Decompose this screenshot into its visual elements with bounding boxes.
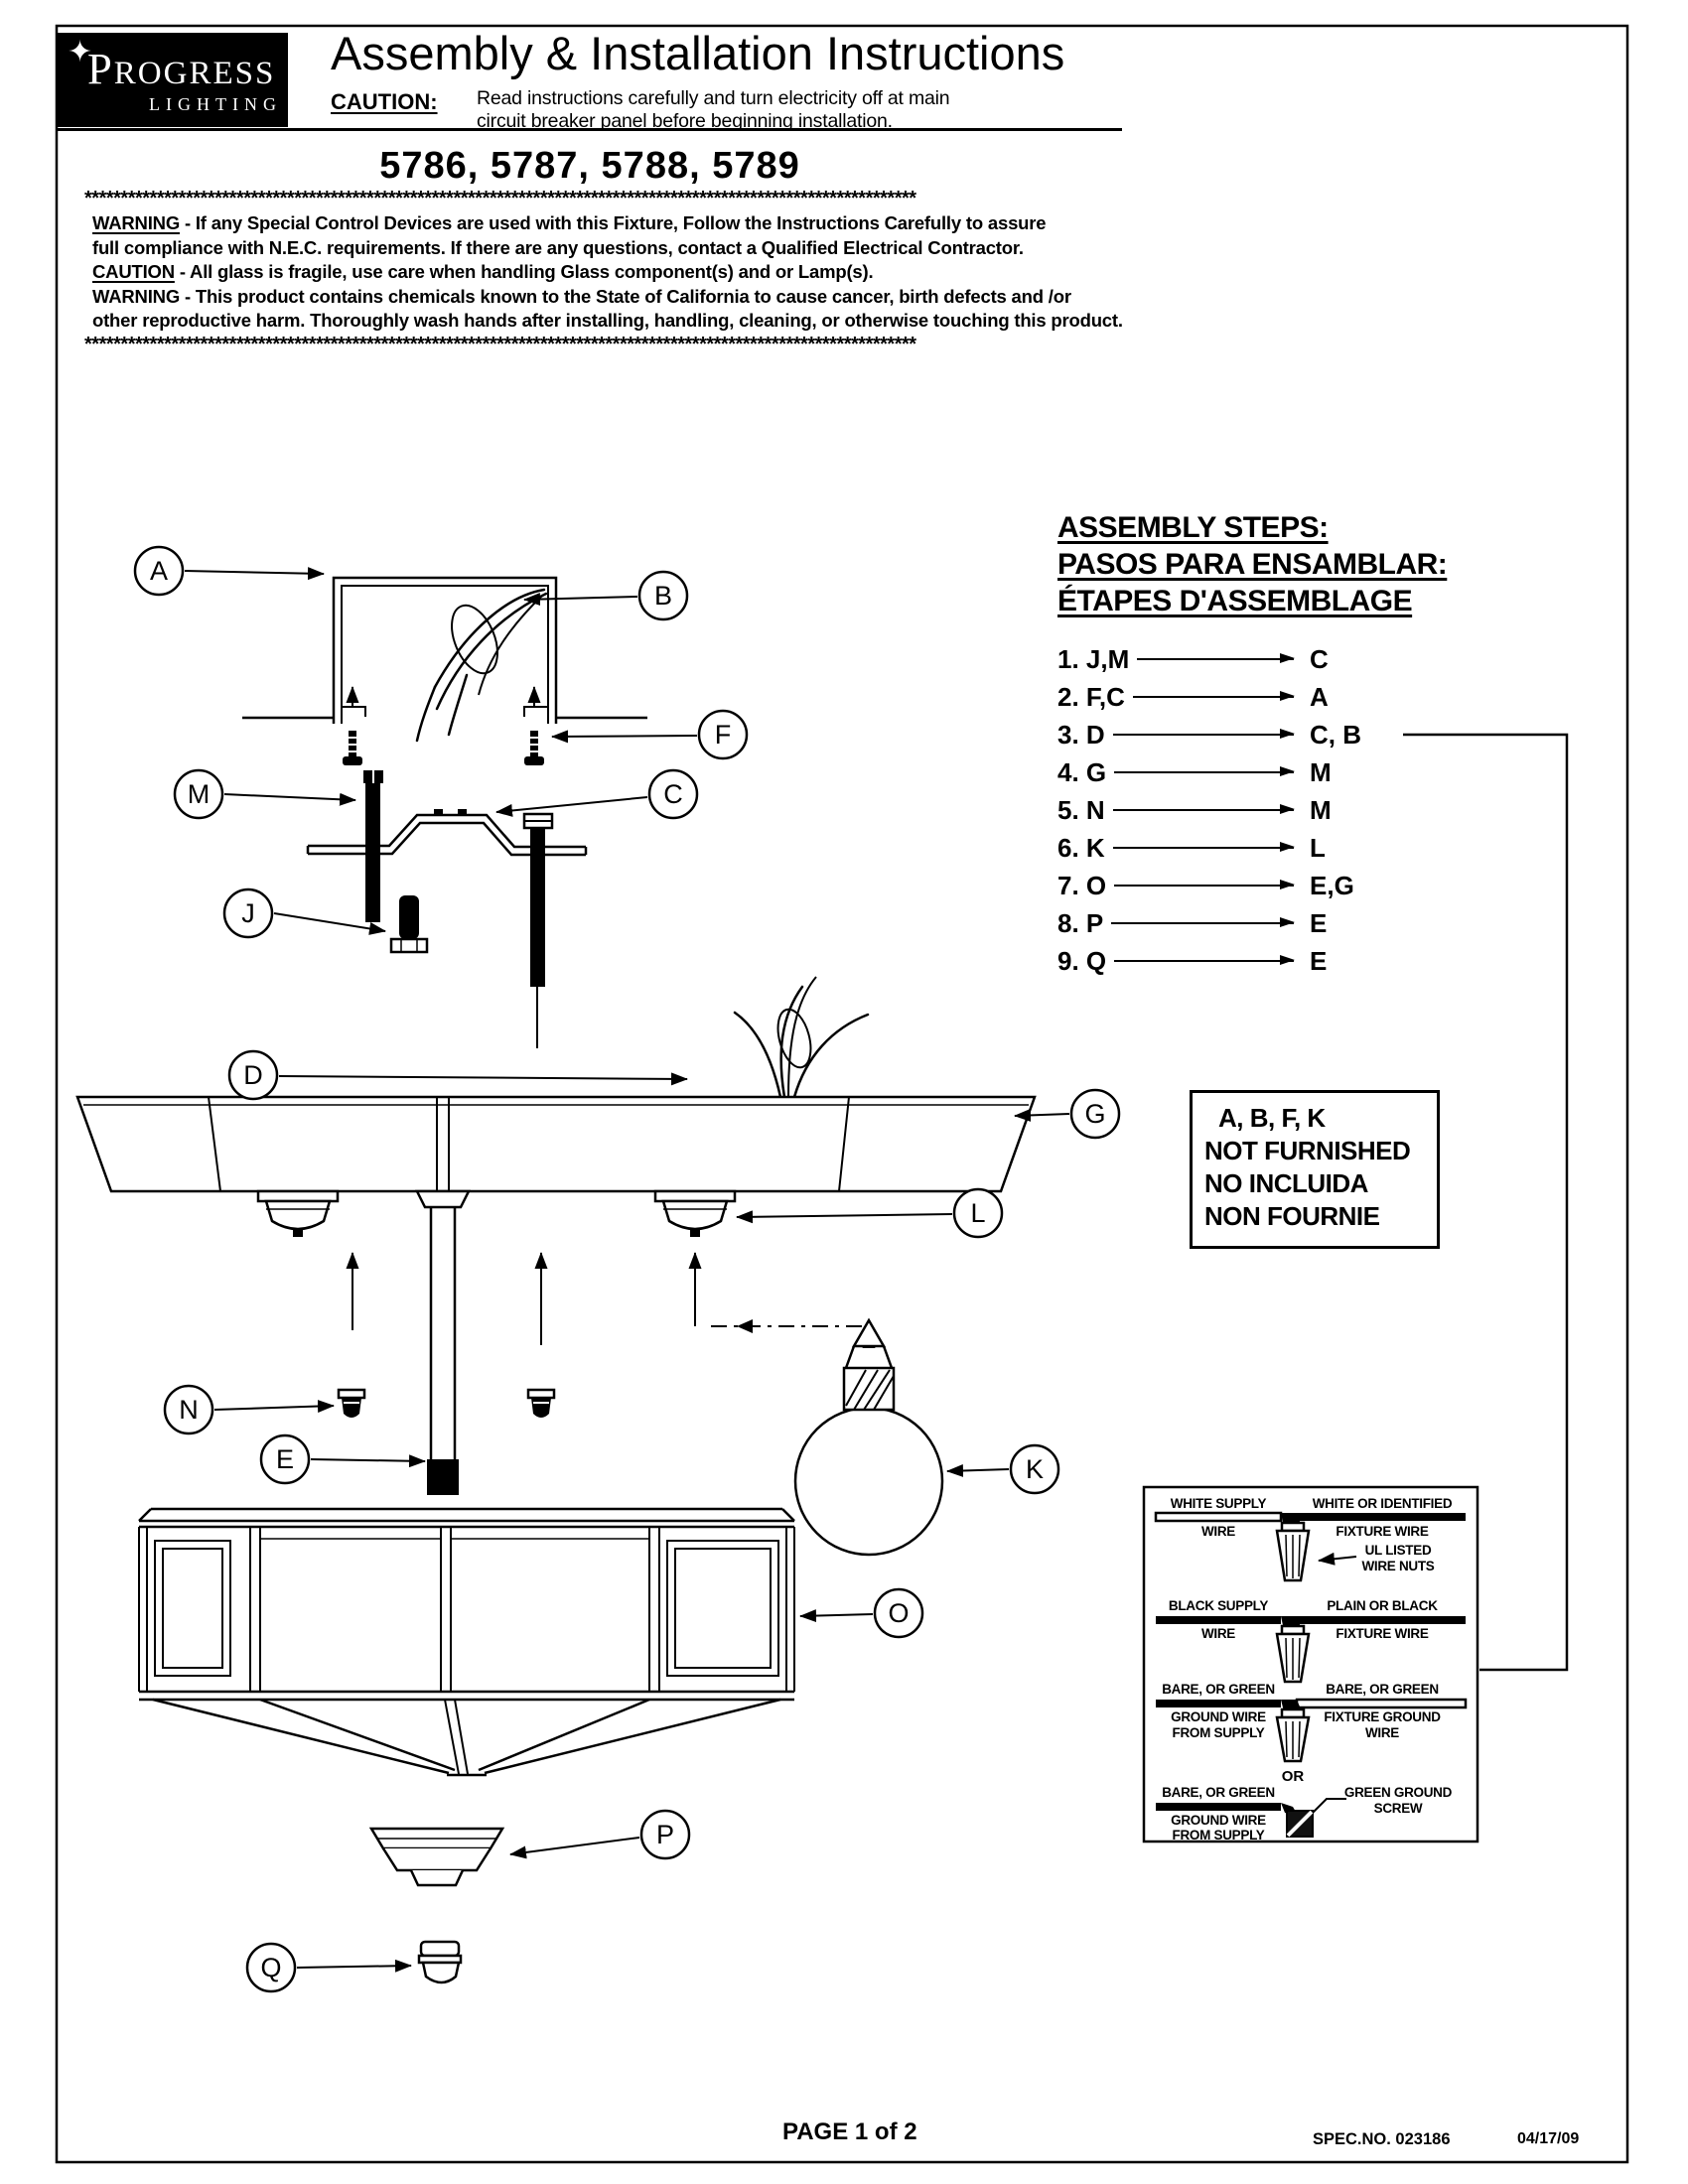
caution-label: CAUTION: <box>331 89 438 114</box>
caution-line: CAUTION - All glass is fragile, use care when handling Glass component(s) and or Lamp(s). <box>92 261 874 282</box>
wiring-label: BLACK SUPPLY <box>1168 1598 1269 1613</box>
assembly-title-es: PASOS PARA ENSAMBLAR: <box>1057 548 1448 581</box>
wiring-label: WHITE OR IDENTIFIED <box>1312 1496 1453 1511</box>
assembly-direction-arrows <box>352 1253 541 1345</box>
wiring-label: PLAIN OR BLACK <box>1327 1598 1438 1613</box>
step-arrow <box>1113 734 1294 736</box>
assembly-step: 6. K L <box>1057 832 1326 863</box>
page-number: PAGE 1 of 2 <box>782 2118 917 2145</box>
spec-number: SPEC.NO. 023186 <box>1313 2130 1451 2148</box>
callout-m <box>175 770 355 818</box>
callout-d <box>229 1051 687 1099</box>
callout-l <box>737 1189 1002 1237</box>
wiring-label: FIXTURE WIRE <box>1336 1524 1429 1539</box>
svg-text:B: B <box>653 581 673 611</box>
progress-lighting-logo <box>58 33 288 127</box>
svg-text:C: C <box>663 779 683 809</box>
step-arrow <box>1133 696 1294 698</box>
wiring-label: GROUND WIRE <box>1171 1709 1266 1724</box>
glass-shade <box>139 1509 794 1775</box>
cap-nut-left <box>339 1390 364 1418</box>
callout-p <box>510 1811 689 1858</box>
callout-e <box>261 1435 425 1483</box>
wire-nut-note: UL LISTED <box>1364 1543 1432 1558</box>
svg-text:N: N <box>179 1395 199 1425</box>
assembly-step: 3. D C, B <box>1057 719 1361 750</box>
warning-line: other reproductive harm. Thoroughly wash hands after installing, handling, cleaning, or otherwise touching this product. <box>92 310 1123 331</box>
ground-screw-note: GREEN GROUND <box>1343 1785 1453 1800</box>
finial <box>419 1942 461 1982</box>
wiring-label: BARE, OR GREEN <box>1162 1785 1275 1800</box>
logo-sub-text: LIGHTING <box>149 94 282 114</box>
bottom-dish <box>371 1829 502 1885</box>
callout-j <box>224 889 385 937</box>
assembly-step: 4. G M <box>1057 756 1332 787</box>
wiring-label: WHITE SUPPLY <box>1170 1496 1267 1511</box>
logo-brand-text: PROGRESS <box>87 44 276 93</box>
wiring-label: FROM SUPPLY <box>1172 1725 1265 1740</box>
callout-k <box>947 1445 1058 1493</box>
cap-nut-right <box>528 1390 554 1418</box>
model-numbers: 5786, 5787, 5788, 5789 <box>379 145 800 187</box>
svg-text:D: D <box>243 1060 263 1090</box>
warning-line: WARNING - If any Special Control Devices are used with this Fixture, Follow the Instructions Carefully to assure <box>92 212 1047 233</box>
star-divider: ******************************************************************************************************************* <box>84 188 916 209</box>
svg-text:A: A <box>149 556 169 586</box>
step-arrow <box>1113 847 1294 849</box>
threaded-rod-left <box>363 770 383 922</box>
wiring-label: FROM SUPPLY <box>1172 1828 1265 1843</box>
light-bulb <box>795 1320 942 1555</box>
caution-line: Read instructions carefully and turn electricity off at main <box>477 87 950 109</box>
callout-q <box>247 1944 411 1991</box>
wiring-label: WIRE <box>1200 1524 1236 1539</box>
star-divider: ******************************************************************************************************************* <box>84 333 916 355</box>
warning-notice-block <box>84 188 1123 357</box>
assembly-step: 1. J,M C <box>1057 643 1329 674</box>
wire-nut-note: WIRE NUTS <box>1361 1559 1435 1573</box>
threaded-rod-right <box>524 814 552 1048</box>
page-title: Assembly & Installation Instructions <box>331 27 1065 79</box>
warning-line: WARNING - This product contains chemicals known to the State of California to cause cancer, birth defects and /or <box>92 285 1071 307</box>
svg-text:F: F <box>714 720 732 750</box>
svg-text:Q: Q <box>260 1953 282 1982</box>
lock-nut-part <box>391 895 427 952</box>
svg-text:P: P <box>655 1820 675 1849</box>
assembly-steps-list <box>1057 640 1387 980</box>
header-divider <box>58 128 1122 131</box>
step-arrow <box>1111 922 1294 924</box>
wiring-diagram-box <box>1144 1487 1477 1843</box>
step-arrow <box>1114 771 1294 773</box>
caution-text <box>477 87 949 133</box>
pan-wires <box>735 977 868 1097</box>
wiring-label: WIRE <box>1200 1626 1236 1641</box>
stem-tube <box>417 1191 469 1495</box>
svg-text:E: E <box>275 1444 295 1474</box>
sparkle-icon: ✦ <box>68 36 93 68</box>
step-arrow <box>1113 809 1294 811</box>
svg-text:O: O <box>888 1598 910 1628</box>
step-arrow <box>1137 658 1294 660</box>
not-furnished-box <box>1190 1090 1440 1249</box>
callout-c <box>496 770 697 818</box>
callout-n <box>165 1386 334 1433</box>
step-arrow <box>1114 885 1294 887</box>
junction-box <box>242 578 647 724</box>
assembly-title-en: ASSEMBLY STEPS: <box>1057 511 1329 544</box>
assembly-title-fr: ÉTAPES D'ASSEMBLAGE <box>1057 585 1413 617</box>
step-arrow <box>1114 960 1294 962</box>
not-furnished-fr: NON FOURNIE <box>1204 1201 1380 1231</box>
svg-text:J: J <box>241 898 255 928</box>
wiring-label: BARE, OR GREEN <box>1162 1682 1275 1697</box>
assembly-step: 9. Q E <box>1057 945 1328 976</box>
ground-screw-note: SCREW <box>1373 1801 1423 1816</box>
callout-o <box>800 1589 922 1637</box>
assembly-step: 2. F,C A <box>1057 681 1329 712</box>
ceiling-pan <box>77 1097 1035 1191</box>
svg-text:K: K <box>1025 1454 1045 1484</box>
assembly-step: 7. O E,G <box>1057 870 1354 900</box>
caution-line: circuit breaker panel before beginning installation. <box>477 110 893 132</box>
wiring-label: WIRE <box>1364 1725 1400 1740</box>
wiring-label: FIXTURE GROUND <box>1324 1709 1441 1724</box>
socket-left <box>258 1191 338 1237</box>
assembly-step: 8. P E <box>1057 907 1328 938</box>
not-furnished-en: NOT FURNISHED <box>1204 1136 1411 1165</box>
wiring-or-label: OR <box>1281 1768 1305 1785</box>
wiring-label: FIXTURE WIRE <box>1336 1626 1429 1641</box>
assembly-step: 5. N M <box>1057 794 1332 825</box>
wiring-label: GROUND WIRE <box>1171 1813 1266 1828</box>
warning-line: full compliance with N.E.C. requirements. If there are any questions, contact a Qualified Electrical Contractor. <box>92 236 1024 258</box>
svg-text:G: G <box>1084 1099 1106 1129</box>
mounting-screw-left <box>343 687 362 765</box>
svg-text:M: M <box>187 779 211 809</box>
socket-right <box>655 1191 735 1237</box>
svg-text:L: L <box>970 1198 986 1228</box>
not-furnished-es: NO INCLUIDA <box>1204 1168 1368 1198</box>
assembly-steps-panel <box>1057 509 1448 980</box>
wiring-label: BARE, OR GREEN <box>1326 1682 1439 1697</box>
supply-wires <box>417 590 546 741</box>
bulb-path <box>695 1253 869 1346</box>
revision-date: 04/17/09 <box>1517 2130 1580 2147</box>
callout-a <box>135 547 324 595</box>
mounting-screw-right <box>524 687 544 765</box>
not-furnished-parts: A, B, F, K <box>1218 1103 1326 1133</box>
